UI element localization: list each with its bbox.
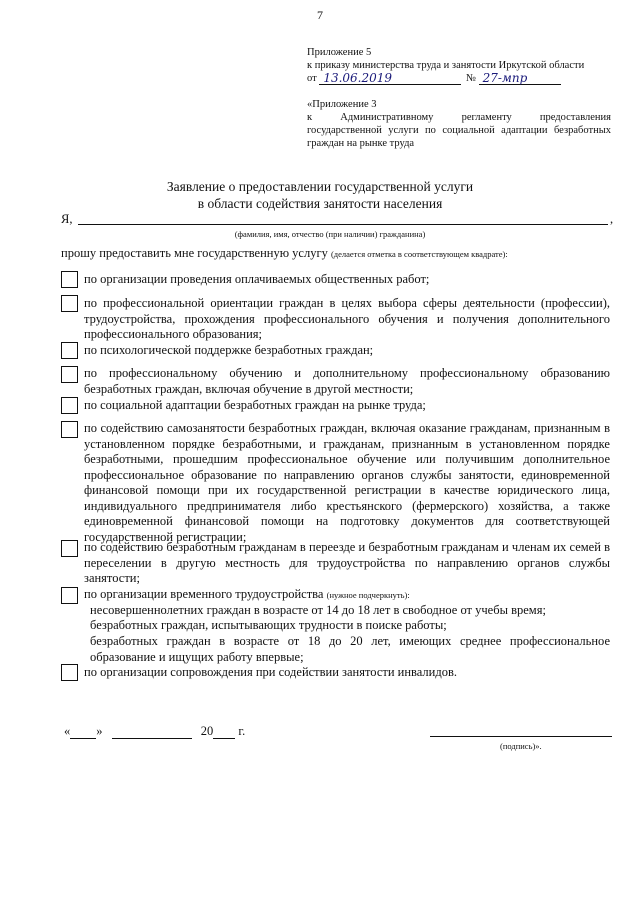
temp-subitem-graduates[interactable]: безработных граждан в возрасте от 18 до 20 лет, имеющих среднее профессиональное образование и ищущих работу впервые; [90, 634, 610, 664]
checkbox-self-employment[interactable] [61, 421, 78, 438]
page-number: 7 [317, 8, 323, 22]
applicant-hint: (фамилия, имя, отчество (при наличии) гражданина) [234, 229, 426, 239]
option-training: по профессиональному обучению и дополнительному профессиональному образованию безработных граждан, включая обучение в другой местности; [84, 366, 610, 396]
appendix-date-number [307, 72, 561, 85]
option-career-guidance: по профессиональной ориентации граждан в целях выбора сферы деятельности (профессии), трудоустройства, прохождения профессионального обучения и получения дополнительного профессионального образования; [84, 296, 610, 341]
number-label: № [465, 73, 476, 84]
year-prefix: 20 [200, 724, 214, 738]
year-field[interactable] [213, 726, 235, 739]
form-title-line1: Заявление о предоставлении государственной услуги [166, 179, 474, 194]
date-field [319, 72, 461, 85]
request-line [61, 246, 508, 262]
checkbox-relocation[interactable] [61, 540, 78, 557]
checkbox-social-adaptation[interactable] [61, 397, 78, 414]
appendix-line2: к приказу министерства труда и занятости Иркутской области [307, 60, 585, 71]
quote-close: » [96, 724, 103, 738]
day-field[interactable] [70, 726, 96, 739]
option-psych-support: по психологической поддержке безработных граждан; [84, 343, 374, 357]
checkbox-temp-employment[interactable] [61, 587, 78, 604]
temp-subitem-difficulties[interactable]: безработных граждан, испытывающих трудности в поиске работы; [90, 618, 447, 632]
date-handwritten: 13.06.2019 [323, 71, 393, 85]
temp-employment-text: по организации временного трудоустройства [84, 587, 324, 601]
checkbox-career-guidance[interactable] [61, 295, 78, 312]
option-public-works: по организации проведения оплачиваемых общественных работ; [84, 272, 430, 286]
year-suffix: г. [238, 724, 246, 738]
temp-employment-hint: (нужное подчеркнуть): [326, 590, 410, 600]
date-line [64, 724, 245, 739]
option-relocation: по содействию безработным гражданам в переезде и безработным гражданам и членам их семей в переселении в другую местность для трудоустройства по направлению органов службы занятости; [84, 540, 610, 585]
checkbox-training[interactable] [61, 366, 78, 383]
signature-field[interactable] [430, 736, 612, 737]
option-temp-employment [84, 587, 610, 604]
signature-hint: (подпись)». [500, 741, 542, 751]
option-disabled-support: по организации сопровождения при содействии занятости инвалидов. [84, 665, 457, 679]
checkbox-public-works[interactable] [61, 271, 78, 288]
option-social-adaptation: по социальной адаптации безработных граждан на рынке труда; [84, 398, 426, 412]
checkbox-disabled-support[interactable] [61, 664, 78, 681]
applicant-suffix: , [610, 212, 614, 226]
checkbox-psych-support[interactable] [61, 342, 78, 359]
from-label: от [307, 73, 317, 84]
month-field[interactable] [112, 726, 192, 739]
number-field [479, 72, 561, 85]
applicant-name-field[interactable] [78, 224, 608, 225]
request-text: прошу предоставить мне государственную услугу [61, 246, 328, 260]
sub-appendix-line2: к Административному регламенту предоставления государственной услуги по социальной адаптации безработных граждан на рынке труда [307, 112, 611, 149]
request-hint: (делается отметка в соответствующем квадрате): [330, 249, 508, 259]
option-self-employment: по содействию самозанятости безработных граждан, включая оказание гражданам, признанным в установленном порядке безработными, и гражданам, признанным в установленном порядке безработными, прошедшим профессиональное обучение или получившим дополнительное профессиональное образование по направлению органов службы занятости, единовременной финансовой помощи при их государственной регистрации в качестве юридического лица, индивидуального предпринимателя либо крестьянского (фермерского) хозяйства, а также единовременной финансовой помощи на подготовку документов для соответствующей государственной регистрации; [84, 421, 610, 544]
quote-open: « [64, 724, 71, 738]
sub-appendix-line1: «Приложение 3 [307, 99, 377, 110]
form-title-line2: в области содействия занятости населения [197, 196, 443, 211]
temp-subitem-minors[interactable]: несовершеннолетних граждан в возрасте от 14 до 18 лет в свободное от учебы время; [90, 603, 546, 617]
appendix-line1: Приложение 5 [307, 47, 372, 58]
number-handwritten: 27-мпр [482, 71, 528, 85]
applicant-prefix: Я, [61, 212, 73, 226]
